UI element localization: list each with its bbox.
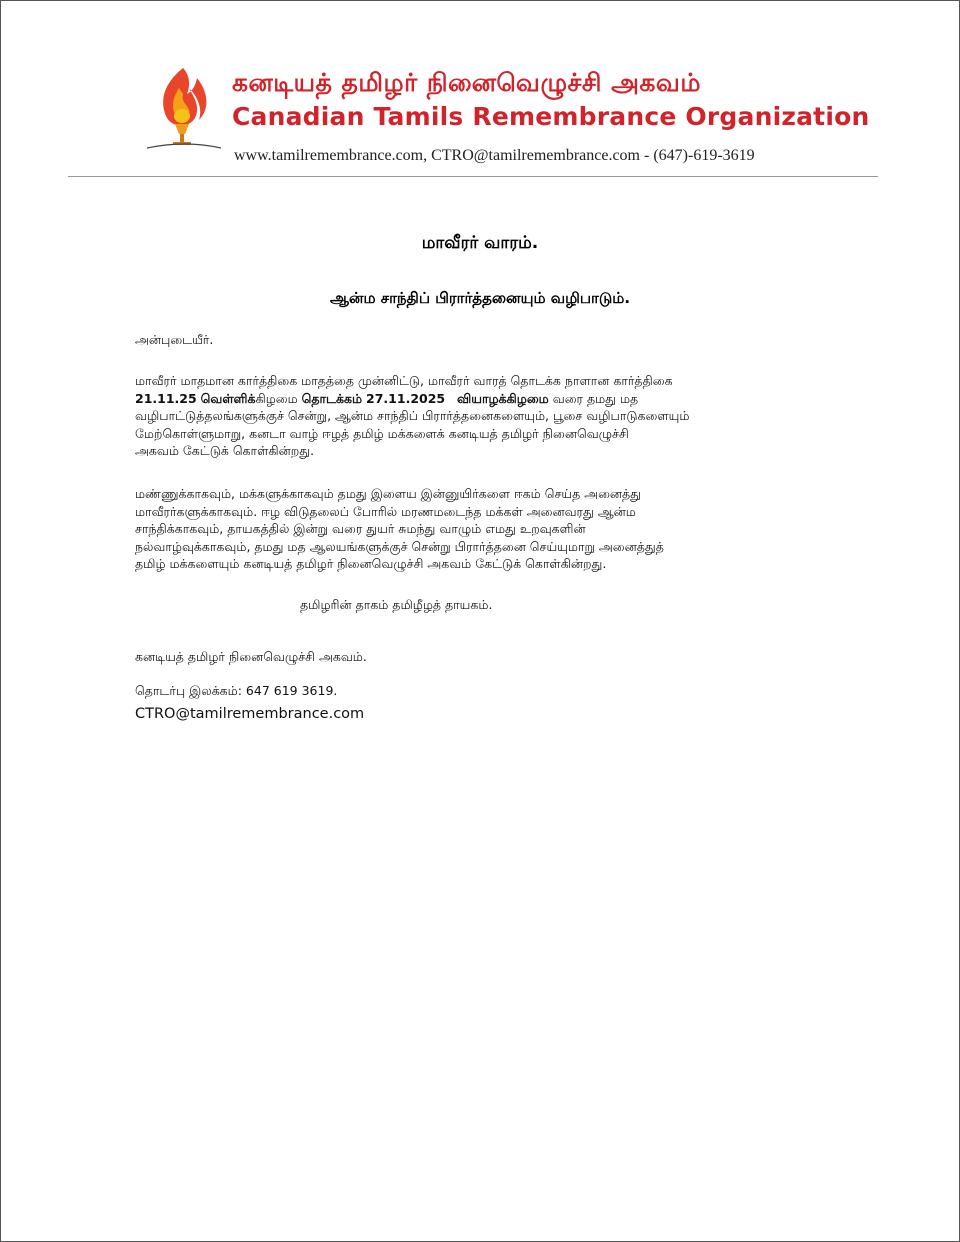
line-tail: வரை தமது மத — [552, 390, 639, 406]
start-date: 21.11.25 — [135, 390, 197, 406]
start-day-bold: வெள்ளிக் — [200, 390, 256, 406]
paragraph-2-line: தமிழ் மக்களையும் கனடியத் தமிழர் நினைவெழுச்சி அகவம் கேட்டுக் கொள்கின்றது. — [135, 556, 607, 571]
signoff: கனடியத் தமிழர் நினைவெழுச்சி அகவம். — [135, 649, 367, 664]
contact-line: www.tamilremembrance.com, CTRO@tamilremembrance.com - (647)-619-3619 — [234, 147, 755, 164]
greeting: அன்புடையீர். — [135, 332, 214, 347]
paragraph-1-line: அகவம் கேட்டுக் கொள்கின்றது. — [135, 443, 315, 458]
slogan: தமிழரின் தாகம் தமிழீழத் தாயகம். — [300, 597, 493, 612]
page-subtitle: ஆன்ம சாந்திப் பிரார்த்தனையும் வழிபாடும். — [329, 289, 631, 307]
paragraph-2-line: மாவீரர்களுக்காகவும். ஈழ விடுதலைப் போரில் மரணமடைந்த மக்கள் அனைவரது ஆன்ம — [135, 503, 636, 519]
org-name-english: Canadian Tamils Remembrance Organization — [232, 102, 870, 131]
flame-memorial-icon — [145, 62, 225, 152]
paragraph-2 — [135, 485, 825, 573]
end-date: 27.11.2025 — [366, 390, 446, 406]
header-divider — [68, 176, 878, 177]
paragraph-2-line: மண்ணுக்காகவும், மக்களுக்காகவும் தமது இளைய இன்னுயிர்களை ஈகம் செய்த அனைத்து — [135, 486, 642, 501]
paragraph-2-line: நல்வாழ்வுக்காகவும், தமது மத ஆலயங்களுக்குச் சென்று பிரார்த்தனை செய்யுமாறு அனைத்துத் — [135, 538, 664, 554]
end-day: வியாழக்கிழமை — [457, 390, 549, 406]
start-day-rest: கிழமை — [255, 390, 298, 406]
paragraph-1-line: மேற்கொள்ளுமாறு, கனடா வாழ் ஈழத் தமிழ் மக்களைக் கனடியத் தமிழர் நினைவெழுச்சி — [135, 425, 629, 441]
phone-number: தொடர்பு இலக்கம்: 647 619 3619. — [135, 683, 338, 698]
paragraph-2-line: சாந்திக்காகவும், தாயகத்தில் இன்று வரை துயர் சுமந்து வாழும் எமது உறவுகளின் — [135, 521, 586, 536]
org-name-tamil: கனடியத் தமிழர் நினைவெழுச்சி அகவம் — [232, 68, 701, 97]
page-title: மாவீரர் வாரம். — [421, 233, 539, 253]
paragraph-1-line: வழிபாட்டுத்தலங்களுக்குச் சென்று, ஆன்ம சாந்திப் பிரார்த்தனைகளையும், பூசை வழிபாடுகளையும் — [135, 408, 690, 423]
start-word: தொடக்கம் — [301, 390, 363, 406]
paragraph-1-line — [135, 390, 825, 408]
email-address: CTRO@tamilremembrance.com — [135, 706, 365, 722]
paragraph-1 — [135, 372, 825, 460]
paragraph-1-line: மாவீரர் மாதமான கார்த்திகை மாதத்தை முன்னிட்டு, மாவீரர் வாரத் தொடக்க நாளான கார்த்திகை — [135, 373, 673, 388]
